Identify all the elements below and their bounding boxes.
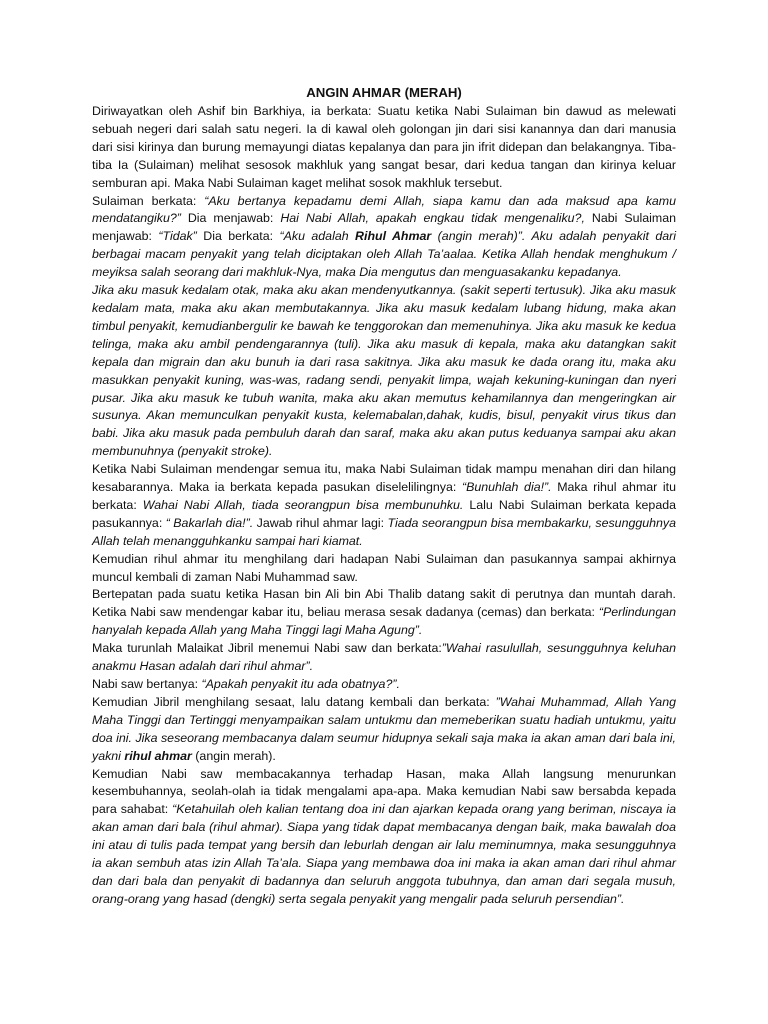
paragraph bbox=[92, 640, 676, 676]
text-run: Lalu Nabi Sulaiman berkata kepada pasukannya: bbox=[92, 497, 676, 530]
text-run: rihul ahmar bbox=[124, 748, 192, 763]
text-run: (angin merah). bbox=[191, 748, 276, 763]
text-run: Sulaiman berkata: bbox=[92, 193, 205, 208]
paragraph bbox=[92, 193, 676, 283]
text-run: ”Wahai Muhammad, Allah Yang Maha Tinggi dan Tertinggi menyampaikan salam untukmu dan memeberikan suatu hadiah untukmu, yaitu doa ini. Jika seseorang membacanya dalam seumur hidupnya sekali saja maka ia akan aman dari bala ini, yakni bbox=[92, 694, 676, 763]
text-run: Nabi Sulaiman menjawab: bbox=[92, 211, 677, 244]
paragraph bbox=[92, 551, 676, 587]
text-run: “ Bakarlah dia!”. bbox=[165, 515, 254, 530]
paragraph bbox=[92, 586, 676, 640]
document-body bbox=[92, 103, 676, 909]
paragraph bbox=[92, 676, 676, 694]
text-run: Tiada seorangpun bisa membakarku, sesungguhnya Allah telah menangguhkanku sampai hari kiamat. bbox=[92, 515, 677, 548]
text-run: “Tidak” bbox=[158, 229, 197, 244]
text-run: Nabi saw bertanya: bbox=[92, 677, 202, 691]
text-run: Wahai Nabi Allah, tiada seorangpun bisa membunuhku. bbox=[142, 497, 464, 512]
text-run: Jika aku masuk kedalam otak, maka aku akan mendenyutkannya. (sakit seperti tertusuk). Jika aku masuk kedalam mata, maka aku akan membutakannya. Jika aku masuk kedalam lubang hidung, maka akan timbul penyakit, kemudianbergulir ke bawah ke tenggorokan dan memenuhinya. Jika aku masuk ke kedua telinga, maka aku ambil pendengarannya (tuli). Jika aku masuk di kepala, maka aku datangkan sakit kepala dan migrain dan aku bunuh ia dari rasa sakitnya. Jika aku masuk ke dada orang itu, maka aku masukkan penyakit kuning, was-was, radang sendi, penyakit limpa, wajah kekuning-kuningan dan nyeri pusar. Jika aku masuk ke tubuh wanita, maka aku akan memutus kehamilannya dan mengeringkan air susunya. Akan memunculkan penyakit kusta, kelemabalan,dahak, kudis, bisul, penyakit virus tikus dan babi. Jika aku masuk pada pembuluh darah dan saraf, maka aku akan putus keduanya sampai aku akan membunuhnya (penyakit stroke). bbox=[92, 283, 676, 459]
text-run: Kemudian rihul ahmar itu menghilang dari hadapan Nabi Sulaiman dan pasukannya sampai akhirnya muncul kembali di zaman Nabi Muhammad saw. bbox=[92, 551, 676, 584]
text-run: “Perlindungan hanyalah kepada Allah yang Maha Tinggi lagi Maha Agung”. bbox=[92, 605, 676, 638]
text-run: Ketika Nabi Sulaiman mendengar semua itu, maka Nabi Sulaiman tidak mampu menahan diri dan hilang kesabarannya. Maka ia berkata kepada pasukan diselelilingnya: bbox=[92, 462, 676, 495]
text-run: Kemudian Nabi saw membacakannya terhadap Hasan, maka Allah langsung menurunkan kesembuhannya, seolah-olah ia tidak mengalami apa-apa. Maka kemudian Nabi saw bersabda kepada para sahabat: bbox=[92, 766, 676, 817]
text-run: Rihul Ahmar bbox=[355, 229, 432, 244]
document-title: ANGIN AHMAR (MERAH) bbox=[306, 85, 462, 100]
text-run: “Aku adalah bbox=[279, 229, 356, 244]
text-run: “Ketahuilah oleh kalian tentang doa ini dan ajarkan kepada orang yang beriman, niscaya ia akan aman dari bala (rihul ahmar). Siapa yang tidak dapat membacanya dengan baik, maka bawalah doa ini atau di tulis pada tempat yang bersih dan leburlah dengan air lalu meminumnya, maka sesungguhnya ia akan sembuh atas izin Allah Ta’ala. Siapa yang membawa doa ini maka ia akan aman dari rihul ahmar dan dari bala dan penyakit di badannya dan seluruh anggota tubuhnya, dan aman dari segala musuh, orang-orang yang hasad (dengki) serta segala penyakit yang mengalir pada seluruh persendian”. bbox=[92, 802, 676, 906]
text-run: Dia berkata: bbox=[196, 229, 280, 244]
text-run: Diriwayatkan oleh Ashif bin Barkhiya, ia berkata: Suatu ketika Nabi Sulaiman bin dawud as melewati sebuah negeri dari salah satu negeri. Ia di kawal oleh golongan jin dari sisi kanannya dan dari manusia dari sisi kirinya dan burung memayungi diatas kepalanya dan para jin ifrit didepan dan belakangnya. Tiba-tiba Ia (Sulaiman) melihat sesosok makhluk yang sangat besar, dari kedua tangan dan kirinya keluar semburan api. Maka Nabi Sulaiman kaget melihat sosok makhluk tersebut. bbox=[92, 104, 676, 190]
paragraph bbox=[92, 694, 676, 766]
text-run: Dia menjawab: bbox=[180, 211, 281, 226]
text-run: ”Wahai rasulullah, sesungguhnya keluhan anakmu Hasan adalah dari rihul ahmar”. bbox=[92, 641, 676, 674]
text-run: Maka turunlah Malaikat Jibril menemui Nabi saw dan berkata: bbox=[92, 641, 442, 656]
paragraph bbox=[92, 282, 676, 461]
document-page bbox=[92, 84, 676, 909]
text-run: (angin merah)”. Aku adalah penyakit dari berbagai macam penyakit yang telah diciptakan oleh Allah Ta’aalaa. Ketika Allah hendak menghukum / meyiksa salah seorang dari makhluk-Nya, maka Dia mengutus dan menguasakanku kepadanya. bbox=[92, 229, 677, 280]
paragraph bbox=[92, 461, 676, 551]
text-run: “Apakah penyakit itu ada obatnya?”. bbox=[201, 677, 400, 691]
text-run: Hai Nabi Allah, apakah engkau tidak mengenaliku?, bbox=[280, 211, 585, 226]
paragraph bbox=[92, 103, 676, 193]
paragraph bbox=[92, 766, 676, 909]
text-run: “Bunuhlah dia!”. bbox=[461, 480, 552, 495]
text-run: Bertepatan pada suatu ketika Hasan bin Ali bin Abi Thalib datang sakit di perutnya dan muntah darah. Ketika Nabi saw mendengar kabar itu, beliau merasa sesak dadanya (cemas) dan berkata: bbox=[92, 587, 676, 620]
text-run: Maka rihul ahmar itu berkata: bbox=[92, 480, 676, 512]
text-run: Jawab rihul ahmar lagi: bbox=[253, 515, 388, 530]
text-run: Kemudian Jibril menghilang sesaat, lalu datang kembali dan berkata: bbox=[92, 694, 496, 709]
text-run: “Aku bertanya kepadamu demi Allah, siapa kamu dan ada maksud apa kamu mendatangiku?” bbox=[92, 193, 676, 226]
